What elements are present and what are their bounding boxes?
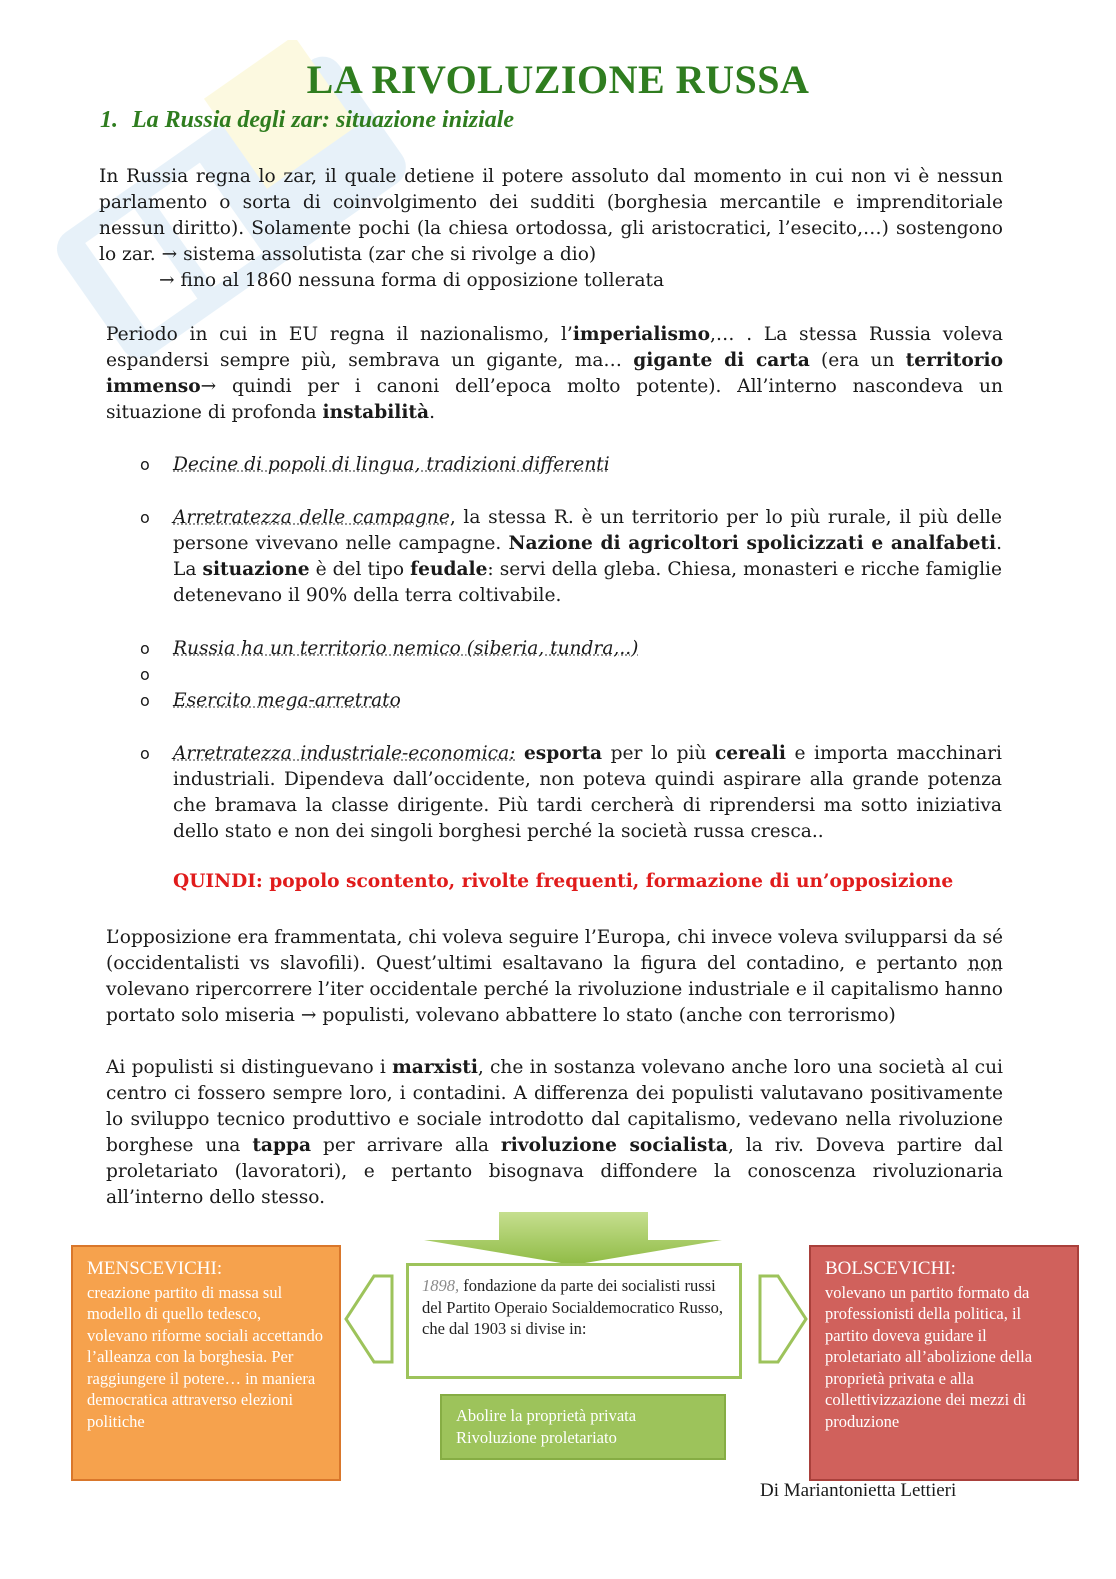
list-item	[140, 741, 1002, 845]
arrow-line-assolutista: → sistema assolutista (zar che si rivolge a dio)	[161, 244, 597, 265]
text-span: L’opposizione era frammentata, chi voleva seguire l’Europa, chi invece voleva svilupparsi da sé (occidentalisti vs slavofili). Quest’ultimi esaltavano la figura del contadino, e pertanto	[106, 927, 1003, 974]
list-item	[140, 636, 1002, 662]
bold-span: marxisti	[392, 1057, 478, 1078]
section-number: 1.	[100, 107, 118, 133]
text-span: per arrivare alla	[311, 1135, 501, 1156]
founding-box	[406, 1263, 742, 1379]
conclusion-highlight: QUINDI: popolo scontento, rivolte frequenti, formazione di un’opposizione	[173, 871, 954, 892]
bold-span: imperialismo	[572, 324, 711, 345]
bolscevichi-box	[809, 1245, 1079, 1481]
text-span: → quindi per i canoni dell’epoca molto potente). All’interno nascondeva un situazione di profonda	[106, 376, 1003, 423]
bullet-marker: o	[140, 508, 150, 527]
list-item	[140, 688, 1002, 714]
list-item	[140, 452, 1002, 478]
goals-box	[440, 1394, 726, 1460]
bolscevichi-text: volevano un partito formato da professionisti della politica, il partito doveva guidare il proletariato all’abolizione della proprietà privata e alla collettivizzazione dei mezzi di produzione	[825, 1282, 1033, 1431]
text-span: per lo più	[602, 743, 715, 764]
right-arrow-icon	[760, 1276, 806, 1362]
bold-span: feudale	[410, 559, 488, 580]
text-span: .	[429, 402, 435, 423]
text-span: volevano ripercorrere l’iter occidentale perché la rivoluzione industriale e il capitalismo hanno portato solo miseria → populisti, volevano abbattere lo stato (anche con terrorismo)	[106, 979, 1003, 1026]
bold-span: cereali	[714, 743, 786, 764]
goal-line: Abolire la proprietà privata	[456, 1406, 637, 1425]
arrow-line-opposizione: → fino al 1860 nessuna forma di opposizione tollerata	[159, 270, 665, 291]
left-arrow-icon	[346, 1276, 392, 1362]
text-span: , la riv. Doveva partire dal proletariato (lavoratori), e pertanto bisognava diffondere la conoscenza rivoluzionaria all’interno dello stesso.	[106, 1135, 1003, 1208]
paragraph-opposizione	[106, 925, 1003, 1029]
paragraph-zar	[99, 164, 1003, 294]
bullet-text: Decine di popoli di lingua, tradizioni differenti	[173, 454, 610, 475]
bold-span: situazione	[202, 559, 310, 580]
section-title: La Russia degli zar: situazione iniziale	[132, 107, 515, 133]
bullet-marker: o	[140, 691, 150, 710]
text-span: è del tipo	[309, 559, 411, 580]
bold-span: gigante di carta	[633, 350, 810, 371]
text-span: . La	[173, 533, 1002, 580]
text-span: (era un	[809, 350, 906, 371]
paragraph-imperialismo	[106, 322, 1003, 426]
text-span: e importa macchinari industriali. Dipendeva dall’occidente, non poteva quindi aspirare alla grande potenza che bramava la classe dirigente. Più tardi cercherà di riprendersi ma sotto iniziativa dello stato e non dei singoli borghesi perché la società russa cresca..	[173, 743, 1003, 842]
bullet-text: Arretratezza delle campagne	[173, 507, 450, 528]
section-heading	[100, 107, 514, 134]
text-span	[515, 743, 524, 764]
bold-span: esporta	[523, 743, 603, 764]
bullet-marker: o	[140, 665, 150, 684]
menscevichi-text: creazione partito di massa sul modello di quello tedesco, volevano riforme sociali accettando l’alleanza con la borghesia. Per raggiungere il potere… in maniera democratica attraverso elezioni politiche	[87, 1282, 323, 1431]
paragraph-marxisti	[106, 1055, 1003, 1211]
author-signature: Di Mariantonietta Lettieri	[760, 1480, 957, 1501]
down-arrow-icon	[424, 1212, 722, 1265]
bullet-marker: o	[140, 455, 150, 474]
menscevichi-box	[71, 1245, 341, 1481]
text-span: Periodo in cui in EU regna il nazionalismo, l’	[106, 324, 573, 345]
text-span: ,… . La stessa Russia voleva espandersi sempre più, sembrava un gigante, ma…	[106, 324, 1003, 371]
text-span: : servi della gleba. Chiesa, monasteri e ricche famiglie detenevano il 90% della terra coltivabile.	[173, 559, 1002, 606]
bold-span: tappa	[252, 1135, 312, 1156]
bullet-text: Esercito mega-arretrato	[173, 690, 401, 711]
founding-year: 1898,	[422, 1276, 460, 1295]
list-item	[140, 505, 1002, 609]
text-span: , la stessa R. è un territorio per lo più rurale, il più delle persone vivevano nelle campagne.	[173, 507, 1002, 554]
goal-line: Rivoluzione proletariato	[456, 1427, 617, 1447]
founding-text: fondazione da parte dei socialisti russi del Partito Operaio Socialdemocratico Russo, che dal 1903 si divise in:	[422, 1276, 724, 1338]
page-title: LA RIVOLUZIONE RUSSA	[306, 57, 810, 102]
bullet-marker: o	[140, 744, 150, 763]
bullet-marker: o	[140, 639, 150, 658]
menscevichi-heading: MENSCEVICHI:	[87, 1258, 223, 1279]
bullet-text: Russia ha un territorio nemico (siberia, tundra,..)	[173, 638, 639, 659]
paragraph-zar-text: In Russia regna lo zar, il quale detiene il potere assoluto dal momento in cui non vi è nessun parlamento o sorta di coinvolgimento dei sudditi (borghesia mercantile e imprenditoriale nessun diritto). Solamente pochi (la chiesa ortodossa, gli aristocratici, l’esecito,…) sostengono lo zar.	[99, 166, 1003, 265]
underlined-span: non	[967, 953, 1003, 974]
bullet-text: Arretratezza industriale-economica:	[173, 743, 516, 764]
bold-span: territorio immenso	[106, 350, 1003, 397]
bold-span: rivoluzione socialista	[500, 1135, 728, 1156]
bold-span: Nazione di agricoltori spolicizzati e analfabeti	[508, 533, 997, 554]
bolscevichi-heading: BOLSCEVICHI:	[825, 1258, 956, 1279]
bold-span: instabilità	[322, 402, 430, 423]
text-span: Ai populisti si distinguevano i	[106, 1057, 393, 1078]
text-span: , che in sostanza volevano anche loro una società al cui centro ci fossero sempre loro, i contadini. A differenza dei populisti valutavano positivamente lo sviluppo tecnico produttivo e sociale introdotto dal capitalismo, vedevano nella rivoluzione borghese una	[106, 1057, 1003, 1156]
